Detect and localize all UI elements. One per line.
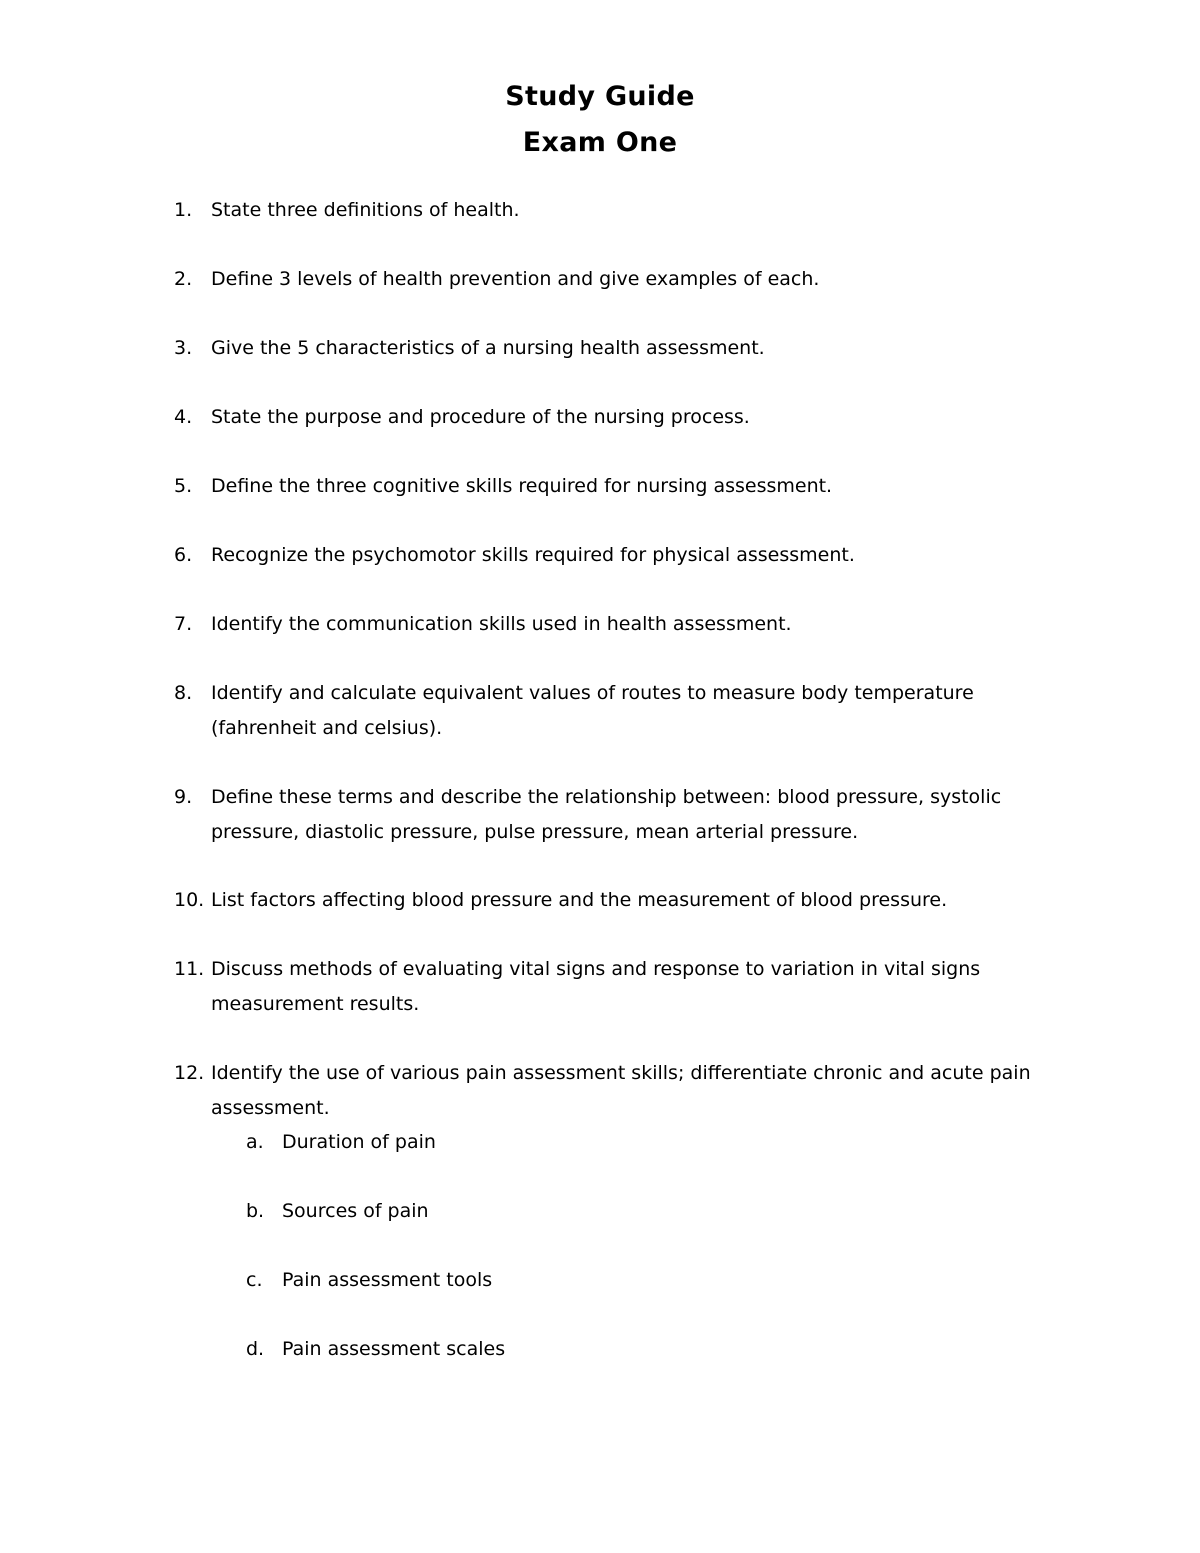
sub-list-item <box>246 1125 946 1160</box>
item-number: 5. <box>174 475 193 497</box>
sub-list-item <box>246 1263 946 1298</box>
sub-item-text: Pain assessment scales <box>282 1338 506 1360</box>
item-number: 6. <box>174 544 193 566</box>
sub-item-letter: a. <box>246 1131 264 1153</box>
list-item <box>174 676 1074 745</box>
sub-list-item <box>246 1194 946 1229</box>
sub-item-text: Sources of pain <box>282 1200 429 1222</box>
title-block <box>0 74 1200 166</box>
item-number: 8. <box>174 682 193 704</box>
list-item <box>174 607 1074 642</box>
item-text: Discuss methods of evaluating vital signs and response to variation in vital signs measurement results. <box>211 958 981 1015</box>
item-text: State the purpose and procedure of the nursing process. <box>211 406 750 428</box>
item-text: Define these terms and describe the relationship between: blood pressure, systolic pressure, diastolic pressure, pulse pressure, mean arterial pressure. <box>211 786 1002 843</box>
item-number: 1. <box>174 199 193 221</box>
item-number: 12. <box>174 1062 205 1084</box>
item-text: Recognize the psychomotor skills required for physical assessment. <box>211 544 855 566</box>
list-item <box>174 538 1074 573</box>
list-item <box>174 400 1074 435</box>
item-number: 11. <box>174 958 205 980</box>
list-item <box>174 952 1074 1021</box>
list-item <box>174 262 1074 297</box>
sub-item-letter: c. <box>246 1269 263 1291</box>
item-text: Identify the communication skills used in health assessment. <box>211 613 792 635</box>
page-title: Study Guide <box>505 81 695 112</box>
list-item <box>174 331 1074 366</box>
list-item <box>174 883 1074 918</box>
item-text: Identify and calculate equivalent values of routes to measure body temperature (fahrenheit and celsius). <box>211 682 974 739</box>
item-text: Define 3 levels of health prevention and give examples of each. <box>211 268 820 290</box>
item-number: 3. <box>174 337 193 359</box>
sub-item-text: Pain assessment tools <box>282 1269 493 1291</box>
item-number: 9. <box>174 786 193 808</box>
sub-item-text: Duration of pain <box>282 1131 436 1153</box>
item-text: Define the three cognitive skills required for nursing assessment. <box>211 475 833 497</box>
item-number: 10. <box>174 889 205 911</box>
list-item <box>174 193 1074 228</box>
list-item <box>174 1056 1074 1125</box>
sub-list-item <box>246 1332 946 1367</box>
sub-item-letter: b. <box>246 1200 265 1222</box>
item-number: 7. <box>174 613 193 635</box>
page-subtitle: Exam One <box>522 127 678 158</box>
item-text: Give the 5 characteristics of a nursing health assessment. <box>211 337 765 359</box>
item-text: List factors affecting blood pressure and the measurement of blood pressure. <box>211 889 948 911</box>
item-text: Identify the use of various pain assessment skills; differentiate chronic and acute pain assessment. <box>211 1062 1031 1119</box>
item-number: 2. <box>174 268 193 290</box>
item-number: 4. <box>174 406 193 428</box>
list-item <box>174 780 1074 849</box>
item-text: State three definitions of health. <box>211 199 520 221</box>
list-item <box>174 469 1074 504</box>
sub-item-letter: d. <box>246 1338 265 1360</box>
